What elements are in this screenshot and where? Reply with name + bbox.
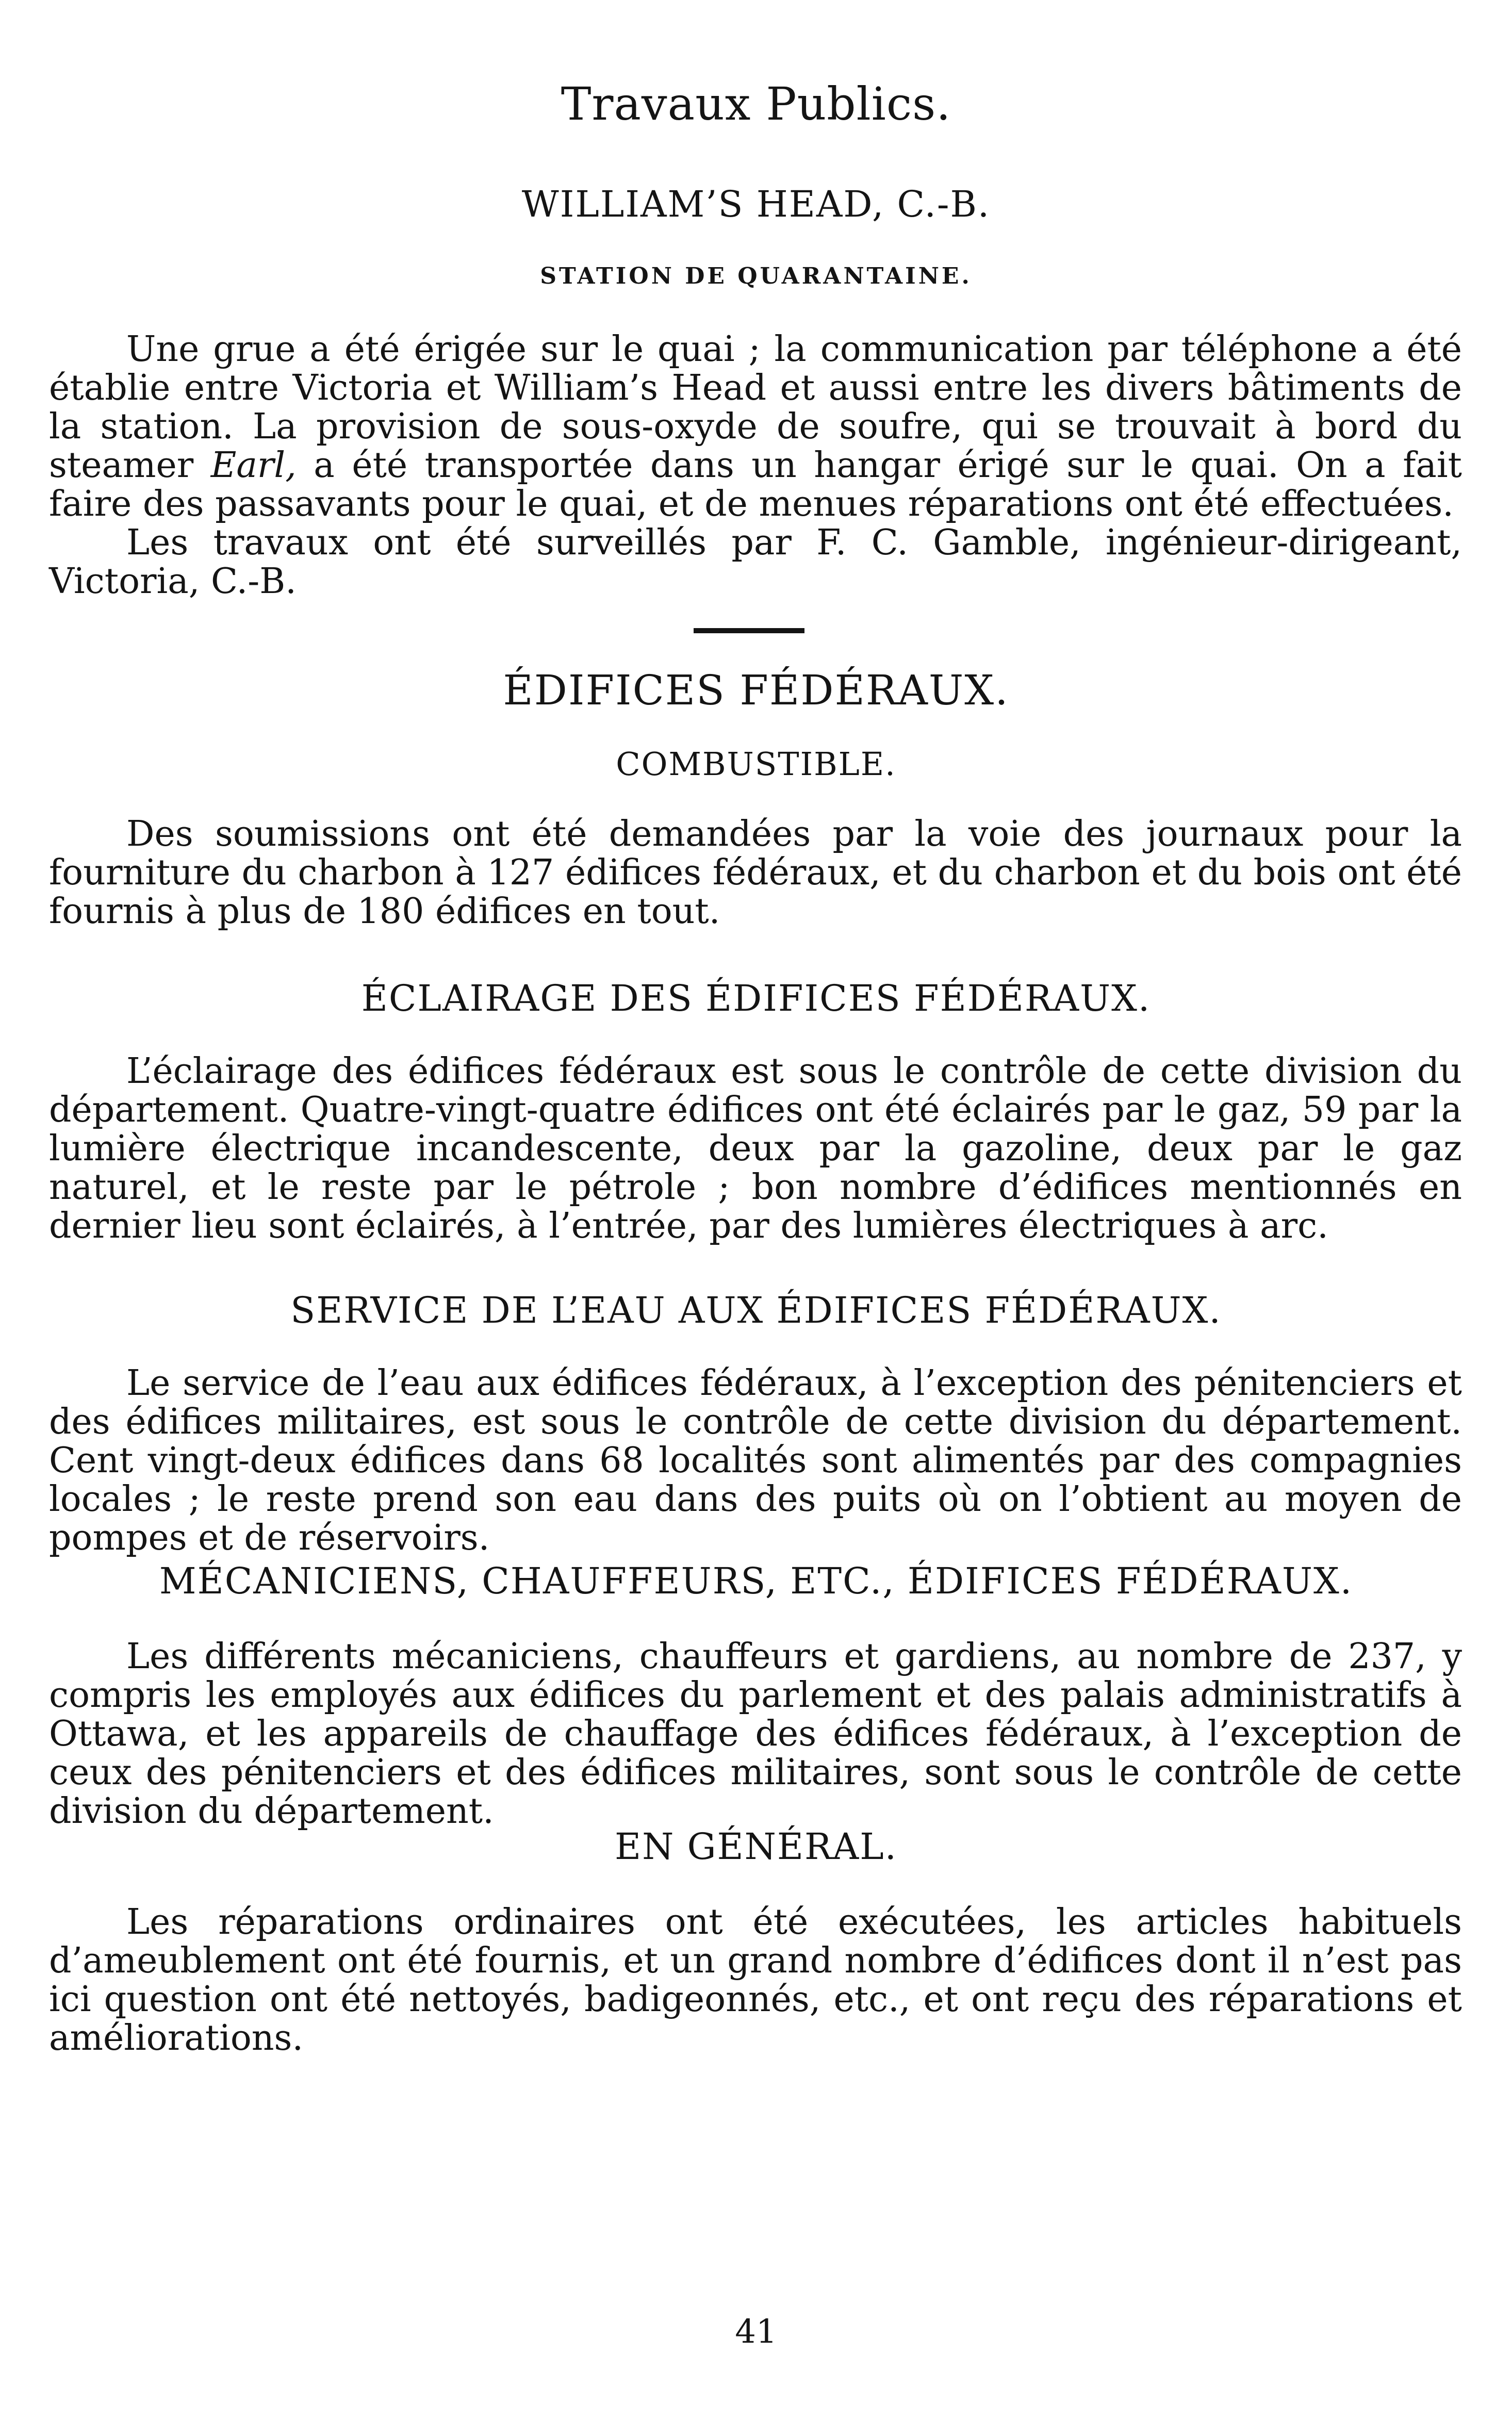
section-subheading-quarantine: STATION DE QUARANTAINE. <box>540 263 972 289</box>
paragraph-quarantine-works <box>49 330 1462 523</box>
paragraph-engineers: Les différents mécaniciens, chauffeurs et gardiens, au nombre de 237, y compris les employés aux édifices du parlement et des palais administratifs à Ottawa, et les appareils de chauffage des édifices fédéraux, à l’exception de ceux des pénitenciers et des édifices militaires, sont sous le contrôle de cette division du département. <box>49 1636 1462 1832</box>
section-heading-water-service: SERVICE DE L’EAU AUX ÉDIFICES FÉDÉRAUX. <box>290 1289 1222 1331</box>
section-subheading-fuel: COMBUSTIBLE. <box>616 745 896 783</box>
section-heading-williams-head: WILLIAM’S HEAD, C.-B. <box>521 183 991 225</box>
paragraph-text: Une grue a été érigée sur le quai ; la communication par téléphone a été établie entre Victoria et William’s Head et aussi entre les divers bâtiments de la station. La provision de sous-oxyde de soufre, qui se trouvait à bord du steamer <box>49 329 1462 486</box>
section-heading-engineers: MÉCANICIENS, CHAUFFEURS, ETC., ÉDIFICES FÉDÉRAUX. <box>159 1560 1353 1602</box>
paragraph-supervision: Les travaux ont été surveillés par F. C. Gamble, ingénieur-dirigeant, Victoria, C.-B. <box>49 522 1462 602</box>
running-title: Travaux Publics. <box>561 77 951 130</box>
ship-name: Earl, <box>210 445 297 486</box>
paragraph-water-service: Le service de l’eau aux édifices fédéraux, à l’exception des pénitenciers et des édifices militaires, est sous le contrôle de cette division du département. Cent vingt-deux édifices dans 68 localités sont alimentés par des compagnies locales ; le reste prend son eau dans des puits où on l’obtient au moyen de pompes et de réservoirs. <box>49 1363 1462 1558</box>
section-divider <box>694 628 804 633</box>
page-number: 41 <box>735 2313 777 2351</box>
paragraph-fuel: Des soumissions ont été demandées par la voie des journaux pour la fourniture du charbon à 127 édifices fédéraux, et du charbon et du bois ont été fournis à plus de 180 édifices en tout. <box>49 814 1462 932</box>
section-heading-federal-buildings: ÉDIFICES FÉDÉRAUX. <box>503 666 1009 714</box>
section-heading-general: EN GÉNÉRAL. <box>615 1825 897 1868</box>
paragraph-lighting: L’éclairage des édifices fédéraux est sous le contrôle de cette division du département. Quatre-vingt-quatre édifices ont été éclairés par le gaz, 59 par la lumière électrique incandescente, deux par la gazoline, deux par le gaz naturel, et le reste par le pétrole ; bon nombre d’édifices mentionnés en dernier lieu sont éclairés, à l’entrée, par des lumières électriques à arc. <box>49 1051 1462 1246</box>
paragraph-general: Les réparations ordinaires ont été exécutées, les articles habituels d’ameublement ont été fournis, et un grand nombre d’édifices dont il n’est pas ici question ont été nettoyés, badigeonnés, etc., et ont reçu des réparations et améliorations. <box>49 1902 1462 2059</box>
section-heading-lighting: ÉCLAIRAGE DES ÉDIFICES FÉDÉRAUX. <box>361 977 1151 1019</box>
paragraph-text-end: a été transportée dans un hangar érigé sur le quai. On a fait faire des passavants pour le quai, et de menues réparations ont été effectuées. <box>49 445 1462 524</box>
